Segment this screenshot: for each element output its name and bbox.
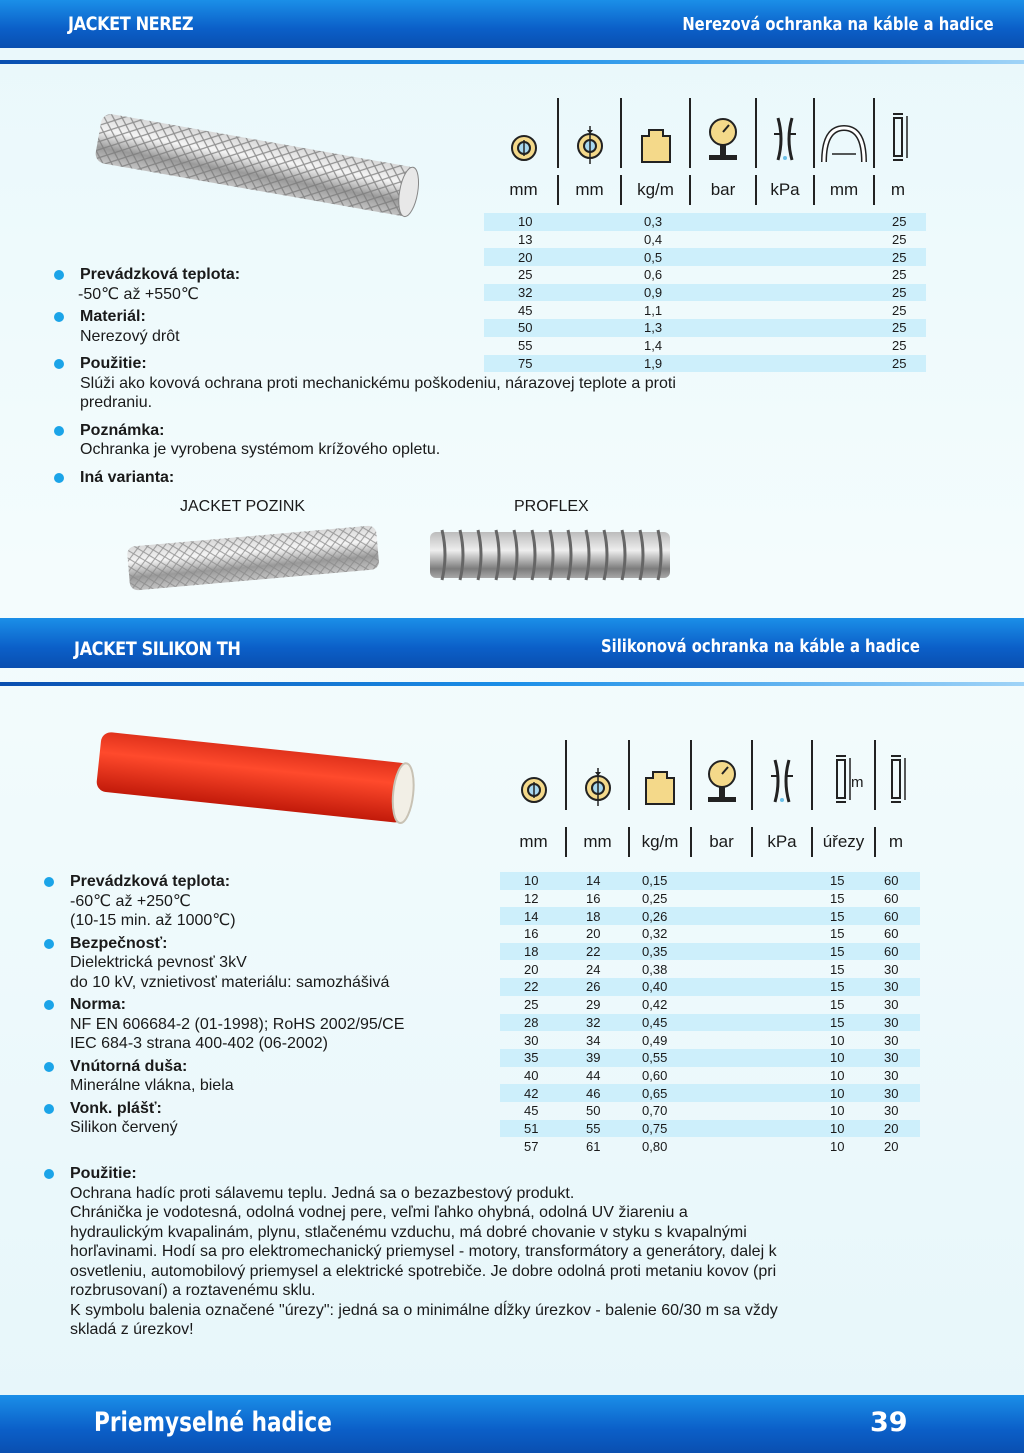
table-cell: 14 [586,873,601,889]
unit-label: kg/m [620,175,689,205]
section2-unit-row [502,827,916,857]
unit-label: mm [565,827,628,857]
usage-line: horľavinami. Hodí sa pro elektromechanický priemysel - motory, transformátory a generátory, dalej k [70,1243,777,1260]
unit-label: mm [813,175,873,205]
table-cell: 10 [830,1085,845,1101]
pressure-gauge-icon [689,98,755,168]
table-cell: 0,80 [642,1138,668,1154]
table-cell: 15 [830,908,845,924]
proflex-image [426,522,678,588]
spec-value: Silikon červený [70,1119,178,1136]
table-cell: 50 [518,320,533,336]
table-cell: 20 [884,1120,899,1136]
unit-label: mm [509,180,538,199]
usage-line: Ochrana hadíc proti sálavemu teplu. Jedná sa o bezazbestový produkt. [70,1184,575,1202]
table-cell: 15 [830,926,845,942]
spec-item [54,421,754,460]
usage-line: K symbolu balenia označené "úrezy": jedná sa o minimálne dĺžky úrezkov - balenie 60/30 m sa vždy [70,1301,778,1319]
table-cell: 25 [892,214,907,230]
table-cell: 0,38 [642,961,668,977]
section2-divider [0,682,1024,686]
section1-divider [0,60,1024,64]
section2-title: JACKET SILIKON TH [74,638,241,660]
table-cell: 12 [524,891,539,907]
section2-icon-row [502,740,916,810]
table-cell: 30 [884,1103,899,1119]
table-cell: 44 [586,1067,601,1083]
usage-line: Chránička je vodotesná, odolná vodnej pere, veľmi ľahko ohybná, odolná UV žiareniu a [70,1204,688,1221]
spec-value: Slúži ako kovová ochrana proti mechanickému poškodeniu, nárazovej teplote a proti predraniu. [80,374,676,411]
table-cell: 0,49 [642,1032,668,1048]
table-cell: 46 [586,1085,601,1101]
table-cell: 28 [524,1014,539,1030]
table-cell: 10 [830,1120,845,1136]
table-cell: 30 [884,1014,899,1030]
table-cell: 39 [586,1050,601,1066]
spec-heading: Použitie: [70,1165,137,1182]
table-cell: 61 [586,1138,601,1154]
table-cell: 20 [586,926,601,942]
footer-title: Priemyselné hadice [94,1407,332,1438]
table-cell: 60 [884,891,899,907]
table-cell: 32 [586,1014,601,1030]
table-cell: 20 [518,249,533,265]
section1-unit-row [490,175,921,205]
table-cell: 29 [586,997,601,1013]
jacket-pozink-image [122,522,384,592]
table-cell: 15 [830,961,845,977]
spec-value: (10-15 min. až 1000℃) [70,912,236,929]
unit-label: úřezy [811,827,874,857]
spec-heading: Prevádzková teplota: [80,266,241,283]
spec-heading: Prevádzková teplota: [70,873,231,890]
table-cell: 13 [518,232,533,248]
table-cell: 57 [524,1138,539,1154]
spec-value: Nerezový drôt [80,327,180,345]
table-cell: 40 [524,1067,539,1083]
table-cell: 20 [524,961,539,977]
spec-value: -50℃ až +550℃ [78,285,199,303]
table-cell: 10 [524,873,539,889]
table-cell: 0,25 [642,891,668,907]
spec-item [44,872,564,931]
table-cell: 30 [884,1067,899,1083]
table-cell: 22 [524,979,539,995]
spec-item [54,307,754,346]
table-cell: 0,5 [644,249,663,265]
table-cell: 0,9 [644,285,663,301]
weight-icon [620,98,689,168]
section2-header-band [0,618,1024,668]
table-cell: 0,75 [642,1120,668,1136]
table-cell: 25 [892,338,907,354]
table-cell: 60 [884,944,899,960]
unit-label: m [874,827,916,857]
bend-radius-icon [813,98,873,168]
usage-line: skladá z úrezkov! [70,1321,194,1338]
section1-header-band [0,0,1024,48]
table-cell: 24 [586,961,601,977]
table-cell: 0,45 [642,1014,668,1030]
weight-icon [628,740,690,810]
table-cell: 1,4 [644,338,663,354]
table-cell: 34 [586,1032,601,1048]
table-cell: 55 [586,1120,601,1136]
spec-value: Ochranka je vyrobena systémom krížového opletu. [80,441,441,458]
pressure-gauge-icon [690,740,751,810]
inner-diameter-icon [490,98,557,168]
table-cell: 18 [586,908,601,924]
table-row [484,248,926,266]
table-cell: 30 [884,997,899,1013]
table-cell: 25 [518,267,533,283]
table-cell: 15 [830,1014,845,1030]
table-cell: 0,70 [642,1103,668,1119]
spec-heading: Norma: [70,996,127,1013]
section2-usage [44,1164,944,1348]
table-cell: 25 [892,232,907,248]
variant-label-pozink: JACKET POZINK [180,498,306,515]
table-cell: 14 [524,908,539,924]
vacuum-icon [755,98,813,168]
table-cell: 26 [586,979,601,995]
table-cell: 60 [884,926,899,942]
spec-heading: Poznámka: [80,421,165,439]
cut-length-icon [811,740,874,810]
table-cell: 55 [518,338,533,354]
table-cell: 30 [524,1032,539,1048]
table-cell: 30 [884,979,899,995]
table-cell: 0,4 [644,232,663,248]
table-cell: 60 [884,873,899,889]
table-cell: 22 [586,944,601,960]
table-cell: 15 [830,997,845,1013]
table-cell: 35 [524,1050,539,1066]
unit-label: mm [557,175,620,205]
spec-item [44,1099,564,1138]
table-cell: 50 [586,1103,601,1119]
jacket-silikon-image [94,728,424,828]
table-cell: 1,9 [644,355,663,371]
page-footer [0,1395,1024,1453]
section2-subtitle: Silikonová ochranka na káble a hadice [601,636,920,657]
spec-item [54,354,754,413]
table-cell: 0,42 [642,997,668,1013]
table-cell: 1,3 [644,320,663,336]
spec-heading: Materiál: [80,308,146,325]
section1-subtitle: Nerezová ochranka na káble a hadice [682,14,994,35]
unit-label: kg/m [628,827,690,857]
unit-label: m [873,175,921,205]
table-cell: 0,40 [642,979,668,995]
spec-item [44,1164,944,1340]
table-cell: 15 [830,891,845,907]
table-cell: 75 [518,355,533,371]
table-cell: 10 [830,1067,845,1083]
section1-title: JACKET NEREZ [68,13,194,35]
table-cell: 0,32 [642,926,668,942]
spec-heading: Iná varianta: [80,468,175,486]
table-cell: 10 [830,1138,845,1154]
variant-label-proflex: PROFLEX [514,498,589,515]
table-cell: 0,60 [642,1067,668,1083]
table-row [484,231,926,249]
table-cell: 10 [518,214,533,230]
unit-label: kPa [751,827,811,857]
spec-value: Dielektrická pevnosť 3kV [70,954,247,971]
inner-diameter-icon [502,740,565,810]
table-cell: 10 [830,1050,845,1066]
outer-diameter-icon [557,98,620,168]
table-cell: 51 [524,1120,539,1136]
table-cell: 0,6 [644,267,663,283]
spec-value: Minerálne vlákna, biela [70,1077,234,1094]
table-cell: 42 [524,1085,539,1101]
table-cell: 25 [524,997,539,1013]
vacuum-icon [751,740,811,810]
spec-item [54,265,754,304]
unit-label: bar [690,827,751,857]
usage-line: rozbrusovaní) a roztavenému sklu. [70,1282,316,1299]
spec-item [54,468,754,488]
table-cell: 45 [524,1103,539,1119]
table-cell: 25 [892,302,907,318]
table-cell: 10 [830,1032,845,1048]
section2-specs [44,872,564,1141]
table-cell: 0,55 [642,1050,668,1066]
spec-heading: Bezpečnosť: [70,934,168,952]
unit-label: bar [689,175,755,205]
table-cell: 15 [830,944,845,960]
table-cell: 45 [518,302,533,318]
table-cell: 1,1 [644,302,663,318]
table-cell: 0,35 [642,944,668,960]
table-cell: 25 [892,355,907,371]
unit-label: mm [519,832,548,851]
spec-heading: Použitie: [80,355,147,372]
spec-value: NF EN 606684-2 (01-1998); RoHS 2002/95/CE [70,1015,405,1033]
table-cell: 25 [892,249,907,265]
spec-item [44,995,564,1054]
length-icon [873,98,921,168]
table-cell: 15 [830,873,845,889]
table-cell: 25 [892,320,907,336]
jacket-nerez-image [86,110,426,220]
table-cell: 0,15 [642,873,668,889]
table-cell: 16 [586,891,601,907]
table-cell: 30 [884,1032,899,1048]
cut-icon-unit: m [851,774,864,791]
table-cell: 32 [518,285,533,301]
spec-value: IEC 684-3 strana 400-402 (06-2002) [70,1035,328,1052]
table-cell: 10 [830,1103,845,1119]
table-cell: 25 [892,285,907,301]
table-cell: 25 [892,267,907,283]
length-icon [874,740,916,810]
usage-line: hydraulickým kvapalinám, plynu, stlačenému vzduchu, má dobré chovanie v styku s kvapalnými [70,1223,747,1241]
unit-label: kPa [755,175,813,205]
table-cell: 30 [884,961,899,977]
spec-item [44,1057,564,1096]
table-cell: 0,3 [644,214,663,230]
table-cell: 0,26 [642,908,668,924]
table-cell: 30 [884,1085,899,1101]
table-cell: 16 [524,926,539,942]
table-row [484,213,926,231]
spec-item [44,934,564,993]
spec-value: do 10 kV, vznietivosť materiálu: samozhášivá [70,973,390,991]
table-cell: 0,65 [642,1085,668,1101]
section1-icon-row [490,98,921,168]
section1-specs [54,265,754,495]
table-cell: 30 [884,1050,899,1066]
table-cell: 18 [524,944,539,960]
spec-heading: Vnútorná duša: [70,1057,188,1075]
table-cell: 60 [884,908,899,924]
spec-heading: Vonk. plášť: [70,1099,162,1117]
outer-diameter-icon [565,740,628,810]
page-number: 39 [870,1407,908,1438]
table-cell: 15 [830,979,845,995]
spec-value: -60℃ až +250℃ [70,892,191,910]
usage-line: osvetleniu, automobilový priemysel a elektrické spotrebiče. Je dobre odolná proti metaniu kovov (pri [70,1262,777,1280]
table-cell: 20 [884,1138,899,1154]
